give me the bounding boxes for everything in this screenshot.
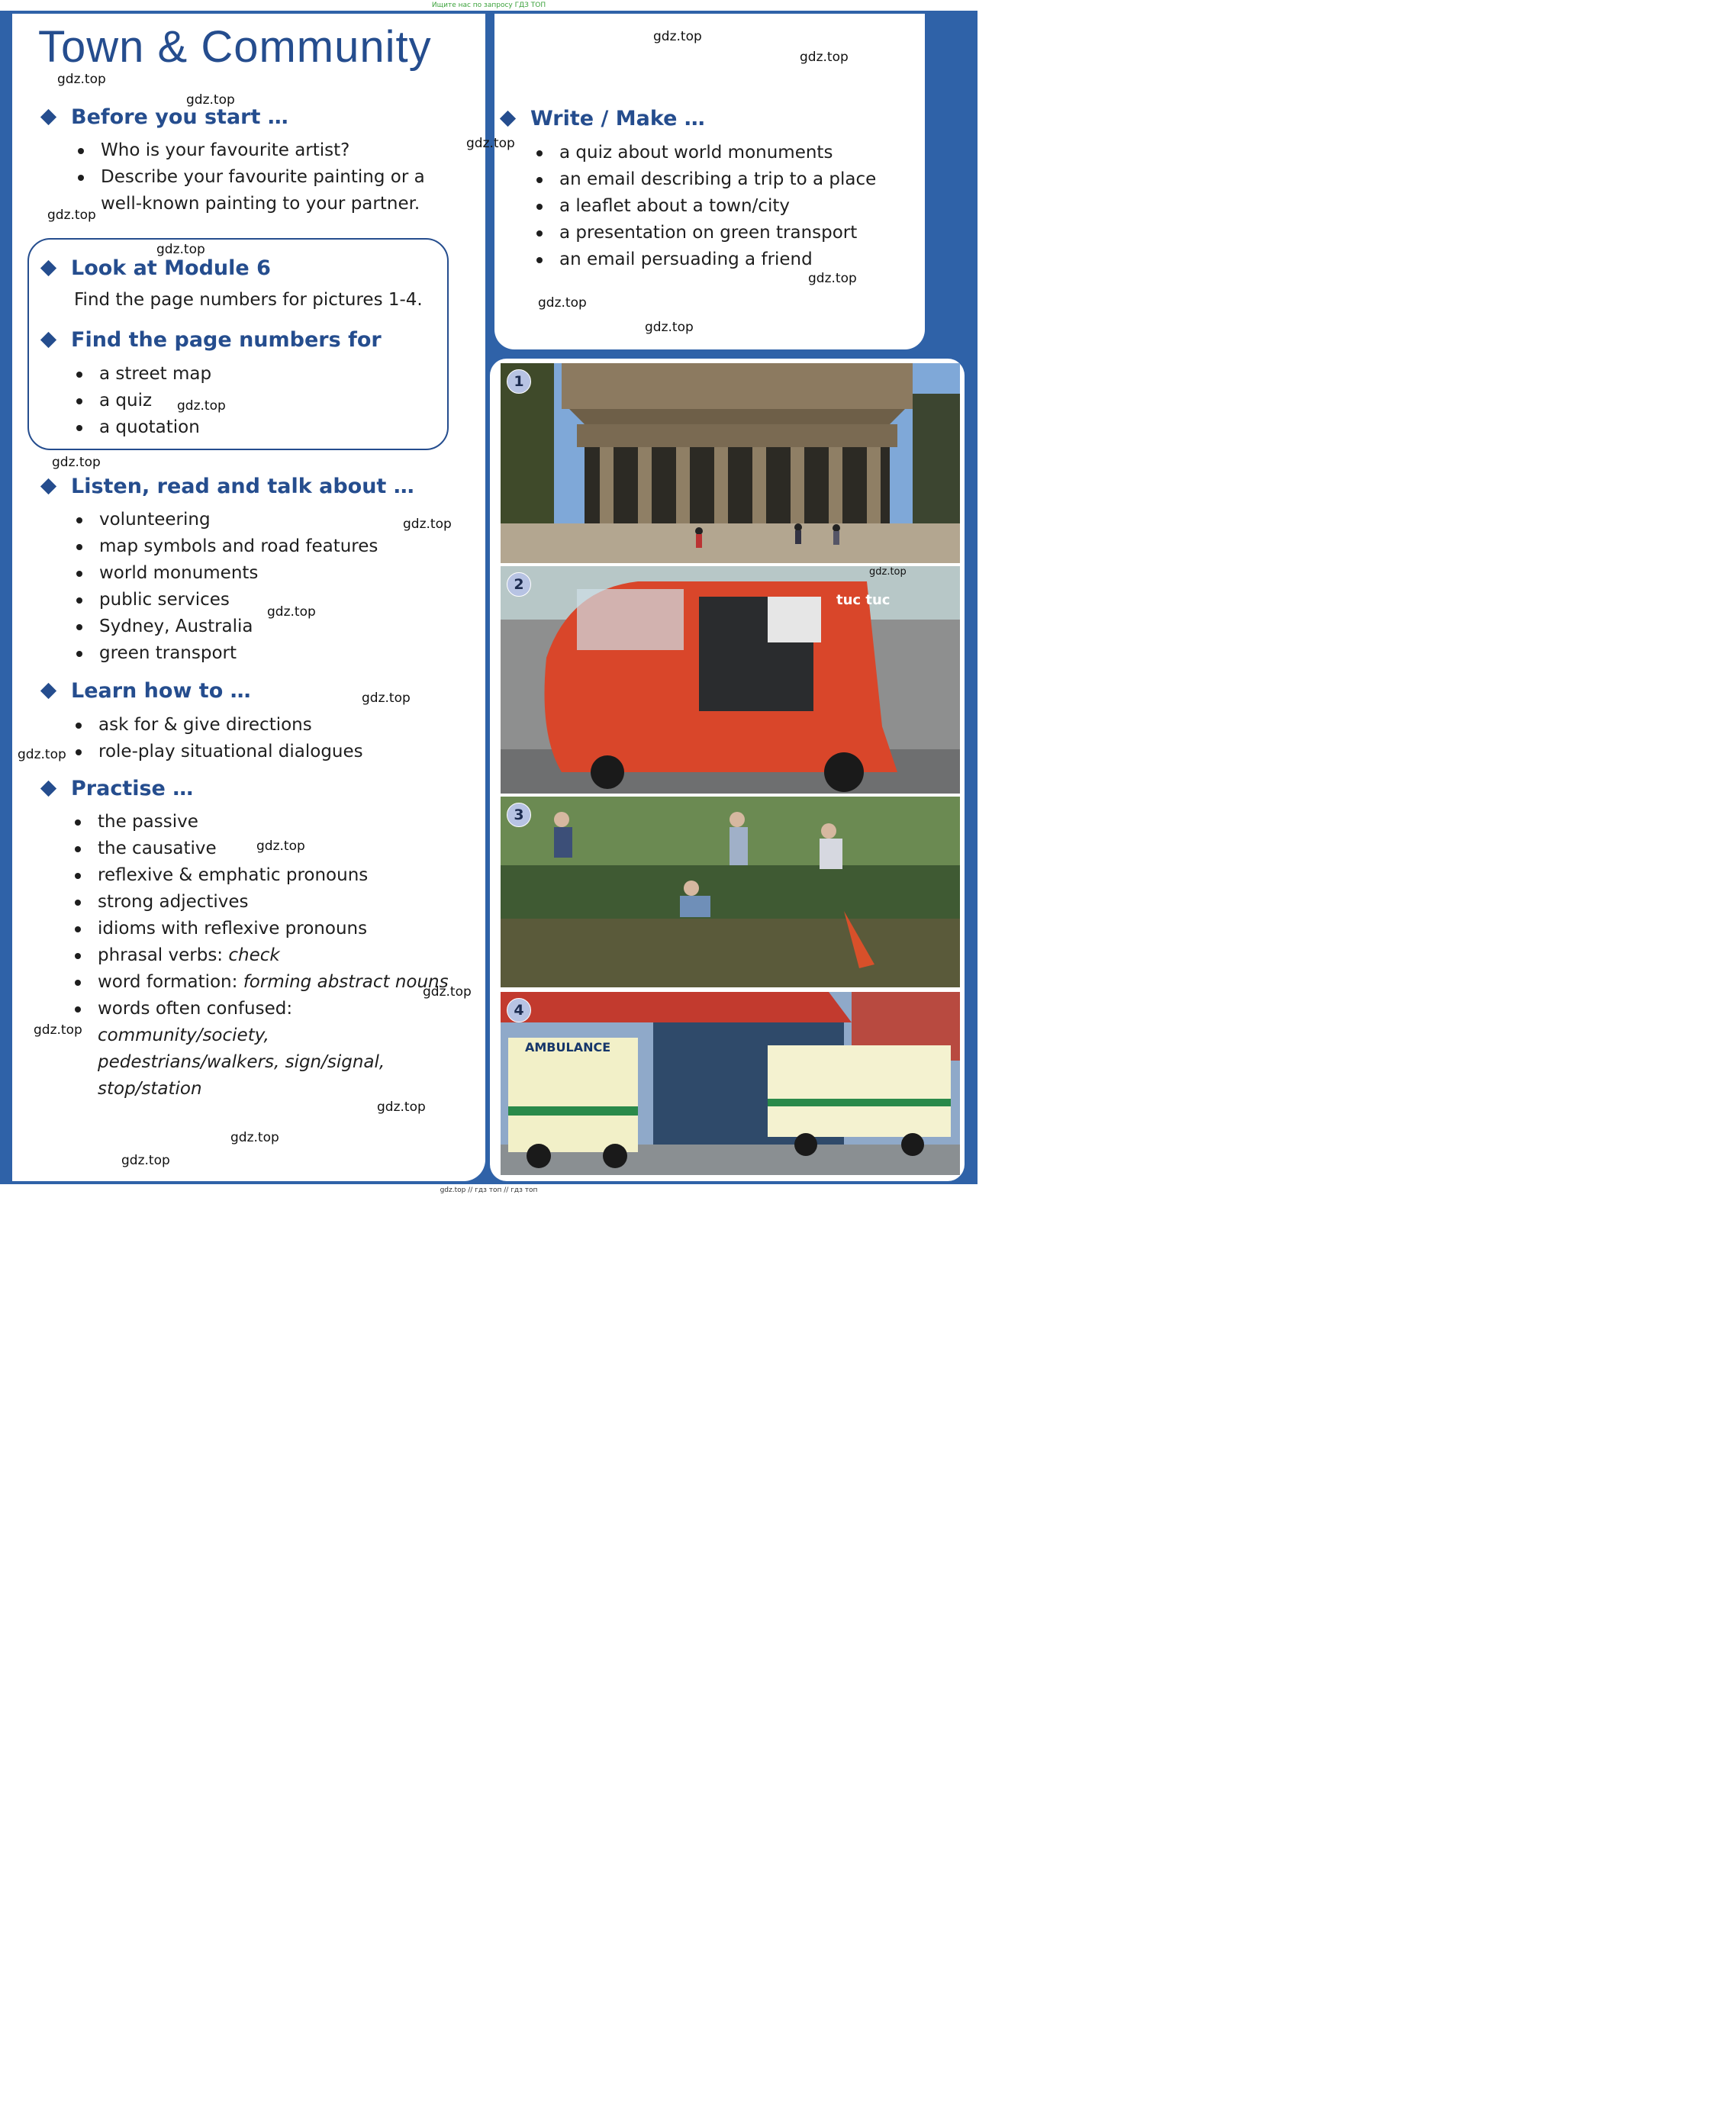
diamond-bullet-icon xyxy=(40,260,56,276)
list-item: a quiz xyxy=(75,388,426,414)
footer-note: gdz.top // гдз топ // гдз топ xyxy=(440,1186,538,1194)
tuk-tuk-image xyxy=(501,566,960,794)
section-heading: Write / Make … xyxy=(530,107,705,130)
item-text: the causative xyxy=(98,839,217,858)
volunteers-image xyxy=(501,797,960,987)
diamond-bullet-icon xyxy=(40,332,56,348)
section-heading: Learn how to … xyxy=(71,679,251,703)
list-item: Describe your favourite painting or a well-known painting to your partner. xyxy=(76,164,458,217)
learn-how-to-list xyxy=(74,712,456,765)
list-item xyxy=(73,809,455,836)
find-page-numbers-list xyxy=(75,361,426,441)
section-find-page-numbers xyxy=(43,328,382,352)
watermark: gdz.top xyxy=(538,295,587,311)
watermark: gdz.top xyxy=(800,50,849,65)
item-italic: community/society, pedestrians/walkers, sign/signal, stop/station xyxy=(98,1025,385,1099)
watermark: gdz.top xyxy=(653,29,702,44)
item-text: word formation: xyxy=(98,972,243,992)
item-italic: forming abstract nouns xyxy=(243,972,449,992)
module-instruction: Find the page numbers for pictures 1-4. xyxy=(74,290,423,310)
tuk-tuk-sign: tuc tuc xyxy=(836,592,891,608)
watermark: gdz.top xyxy=(869,566,907,578)
diamond-bullet-icon xyxy=(40,478,56,494)
watermark: gdz.top xyxy=(377,1100,426,1115)
watermark: gdz.top xyxy=(177,398,226,414)
section-listen-read-talk xyxy=(43,475,414,498)
watermark: gdz.top xyxy=(256,839,305,854)
watermark: gdz.top xyxy=(403,517,452,532)
list-item: ask for & give directions xyxy=(74,712,456,739)
item-text: strong adjectives xyxy=(98,892,249,912)
list-item: a quiz about world monuments xyxy=(535,140,916,166)
section-heading: Look at Module 6 xyxy=(71,256,271,280)
watermark: gdz.top xyxy=(47,208,96,223)
diamond-bullet-icon xyxy=(40,109,56,125)
diamond-bullet-icon xyxy=(40,781,56,797)
item-text: reflexive & emphatic pronouns xyxy=(98,865,369,885)
section-heading: Practise … xyxy=(71,777,194,800)
list-item: role-play situational dialogues xyxy=(74,739,456,765)
header-note: Ищите нас по запросу ГДЗ ТОП xyxy=(431,2,546,9)
watermark: gdz.top xyxy=(34,1022,82,1038)
watermark: gdz.top xyxy=(362,691,411,706)
watermark: gdz.top xyxy=(52,455,101,470)
before-you-start-list xyxy=(76,137,458,217)
list-item: a street map xyxy=(75,361,426,388)
list-item: world monuments xyxy=(75,560,456,587)
list-item: Sydney, Australia xyxy=(75,613,456,640)
watermark: gdz.top xyxy=(57,72,106,87)
picture-number-badge: 2 xyxy=(507,572,531,597)
watermark: gdz.top xyxy=(121,1153,170,1168)
item-text: idioms with reflexive pronouns xyxy=(98,919,368,939)
list-item: map symbols and road features xyxy=(75,533,456,560)
list-item: a leaflet about a town/city xyxy=(535,193,916,220)
listen-read-talk-list xyxy=(75,507,456,667)
watermark: gdz.top xyxy=(466,136,515,151)
picture-4 xyxy=(501,992,960,1175)
list-item: an email persuading a friend xyxy=(535,246,916,273)
list-item xyxy=(73,862,455,889)
watermark: gdz.top xyxy=(18,747,66,762)
picture-1 xyxy=(501,363,960,563)
picture-number-badge: 4 xyxy=(507,998,531,1022)
watermark: gdz.top xyxy=(423,984,472,1000)
monument-image xyxy=(501,363,960,563)
section-learn-how-to xyxy=(43,679,251,703)
item-italic: check xyxy=(228,945,280,965)
section-heading: Before you start … xyxy=(71,105,288,129)
list-item: Who is your favourite artist? xyxy=(76,137,458,164)
diamond-bullet-icon xyxy=(500,111,516,127)
watermark: gdz.top xyxy=(186,92,235,108)
picture-2 xyxy=(501,566,960,794)
item-text: phrasal verbs: xyxy=(98,945,229,965)
list-item xyxy=(73,996,455,1103)
list-item xyxy=(73,969,455,996)
page-title: Town & Community xyxy=(38,22,432,72)
diamond-bullet-icon xyxy=(40,683,56,699)
section-look-at-module xyxy=(43,256,271,280)
item-text: words often confused: xyxy=(98,999,293,1019)
list-item: green transport xyxy=(75,640,456,667)
picture-3 xyxy=(501,797,960,987)
section-write-make xyxy=(502,107,705,130)
list-item: public services xyxy=(75,587,456,613)
watermark: gdz.top xyxy=(645,320,694,335)
list-item: a quotation xyxy=(75,414,426,441)
section-practise xyxy=(43,777,193,800)
ambulance-sign: AMBULANCE xyxy=(525,1040,611,1054)
list-item: an email describing a trip to a place xyxy=(535,166,916,193)
watermark: gdz.top xyxy=(230,1130,279,1145)
section-before-you-start xyxy=(43,105,288,129)
list-item: a presentation on green transport xyxy=(535,220,916,246)
section-heading: Listen, read and talk about … xyxy=(71,475,414,498)
section-heading: Find the page numbers for xyxy=(71,328,382,352)
list-item xyxy=(73,916,455,942)
list-item xyxy=(73,942,455,969)
ambulance-image xyxy=(501,992,960,1175)
watermark: gdz.top xyxy=(808,271,857,286)
watermark: gdz.top xyxy=(267,604,316,620)
picture-number-badge: 3 xyxy=(507,803,531,827)
write-make-list xyxy=(535,140,916,273)
picture-number-badge: 1 xyxy=(507,369,531,394)
watermark: gdz.top xyxy=(156,242,205,257)
item-text: the passive xyxy=(98,812,198,832)
list-item xyxy=(73,889,455,916)
list-item: volunteering xyxy=(75,507,456,533)
